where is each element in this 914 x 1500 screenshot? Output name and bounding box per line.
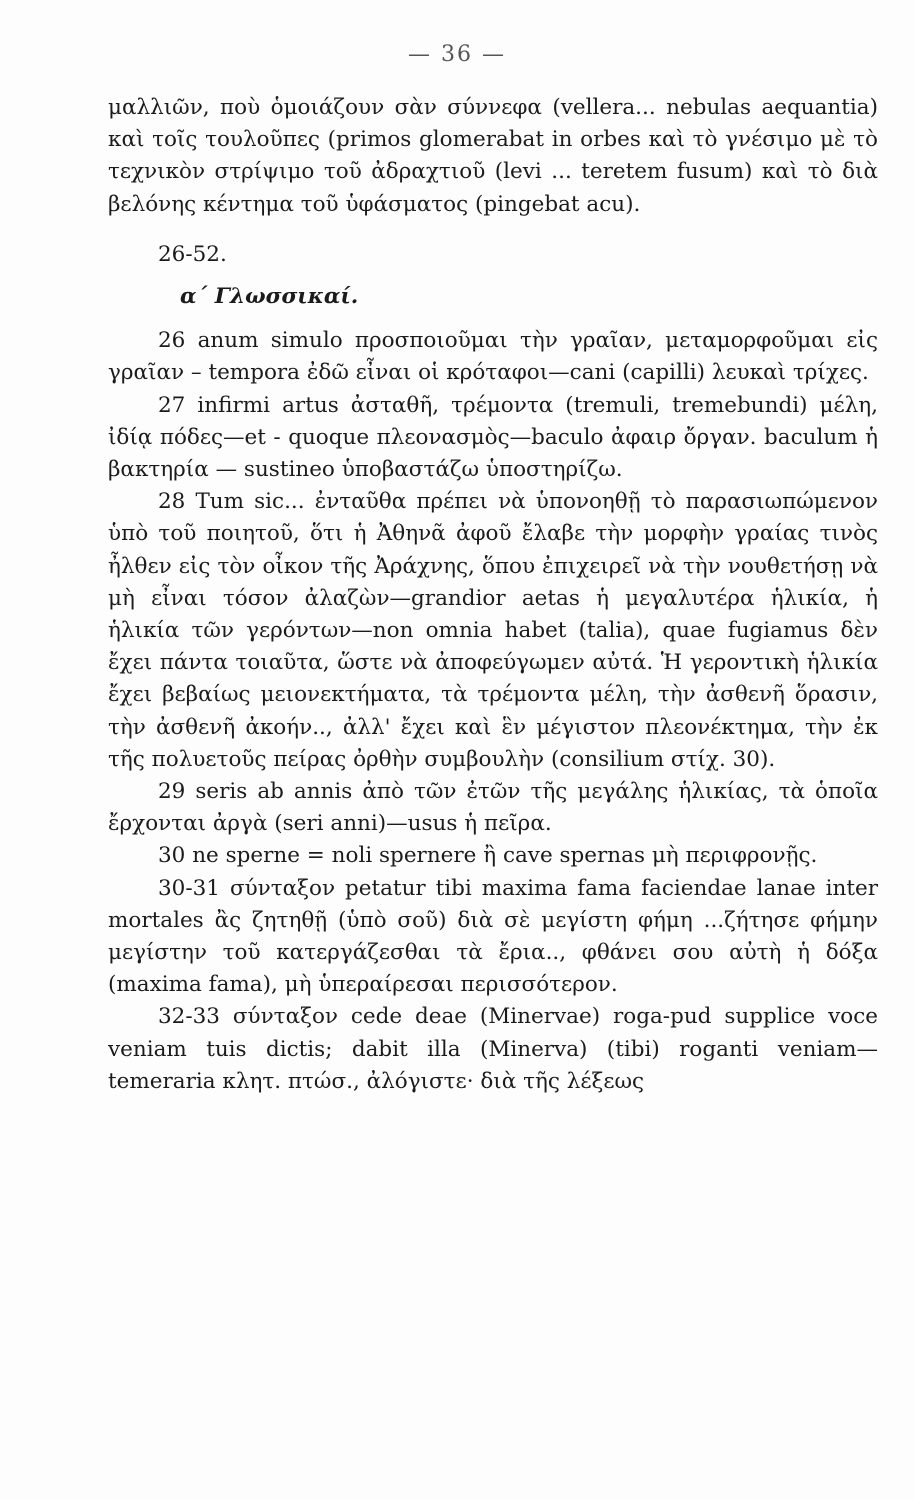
commentary-paragraph-30: 30 ne sperne = noli spernere ἢ cave spernas μὴ περιφρονῇς.: [158, 843, 818, 869]
page-number: — 36 —: [408, 42, 506, 67]
commentary-paragraph-30-31: 30-31 σύνταξον petatur tibi maxima fama faciendae lanae inter mortales ἂς ζητηθῇ (ὑπὸ σοῦ) διὰ σὲ μεγίστη φήμη ...ζήτησε φήμην μεγίστην τοῦ κατεργάζεσθαι τὰ ἔρια.., φθάνει σου αὐτὴ ἡ δόξα (maxima fama), μὴ ὑπεραίρεσαι περισσότερον.: [108, 875, 878, 998]
section-number: 26-52.: [158, 241, 227, 267]
commentary-paragraph-26: 26 anum simulo προσποιοῦμαι τὴν γραῖαν, μεταμορφοῦμαι εἰς γραῖαν – tempora ἐδῶ εἶναι οἱ κρόταφοι—cani (capilli) λευκαὶ τρίχες.: [108, 328, 878, 386]
commentary-paragraph-27: 27 infirmi artus ἀσταθῆ, τρέμοντα (tremuli, tremebundi) μέλη, ἰδίᾳ πόδες—et - quoque πλεονασμὸς—baculo ἀφαιρ ὄργαν. baculum ἡ βακτηρία — sustineo ὑποβαστάζω ὑποστηρίζω.: [108, 392, 878, 483]
commentary-paragraph-29: 29 seris ab annis ἀπὸ τῶν ἐτῶν τῆς μεγάλης ἡλικίας, τὰ ὁποῖα ἔρχονται ἀργὰ (seri anni)—usus ἡ πεῖρα.: [108, 779, 878, 837]
page-body: [108, 92, 878, 1098]
commentary-paragraph-28: 28 Tum sic... ἐνταῦθα πρέπει νὰ ὑπονοηθῇ τὸ παρασιωπώμενον ὑπὸ τοῦ ποιητοῦ, ὅτι ἡ Ἀθηνᾶ ἀφοῦ ἔλαβε τὴν μορφὴν γραίας τινὸς ἦλθεν εἰς τὸν οἶκον τῆς Ἀράχνης, ὅπου ἐπιχειρεῖ νὰ τὴν νουθετήσῃ νὰ μὴ εἶναι τόσον ἀλαζὼν—grandior aetas ἡ μεγαλυτέρα ἡλικία, ἡ ἡλικία τῶν γερόντων—non omnia habet (talia), quae fugiamus δὲν ἔχει πάντα τοιαῦτα, ὥστε νὰ ἀποφεύγωμεν αὐτά. Ἡ γεροντικὴ ἡλικία ἔχει βεβαίως μειονεκτήματα, τὰ τρέμοντα μέλη, τὴν ἀσθενῆ ὅρασιν, τὴν ἀσθενῆ ἀκοήν.., ἀλλ' ἔχει καὶ ἓν μέγιστον πλεονέκτημα, τὴν ἐκ τῆς πολυετοῦς πείρας ὀρθὴν συμβουλὴν (consilium στίχ. 30).: [108, 489, 878, 772]
intro-paragraph: μαλλιῶν, ποὺ ὁμοιάζουν σὰν σύννεφα (vellera... nebulas aequantia) καὶ τοῖς τουλοῦπες (primos glomerabat in orbes καὶ τὸ γνέσιμο μὲ τὸ τεχνικὸν στρίψιμο τοῦ ἀδραχτιοῦ (levi ... teretem fusum) καὶ τὸ διὰ βελόνης κέντημα τοῦ ὑφάσματος (pingebat acu).: [108, 95, 878, 217]
section-heading: α΄ Γλωσσικαί.: [180, 284, 359, 310]
commentary-paragraph-32-33: 32-33 σύνταξον cede deae (Minervae) roga-pud supplice voce veniam tuis dictis; dabit illa (Minerva) (tibi) roganti veniam—temeraria κλητ. πτώσ., ἀλόγιστε· διὰ τῆς λέξεως: [108, 1004, 878, 1094]
